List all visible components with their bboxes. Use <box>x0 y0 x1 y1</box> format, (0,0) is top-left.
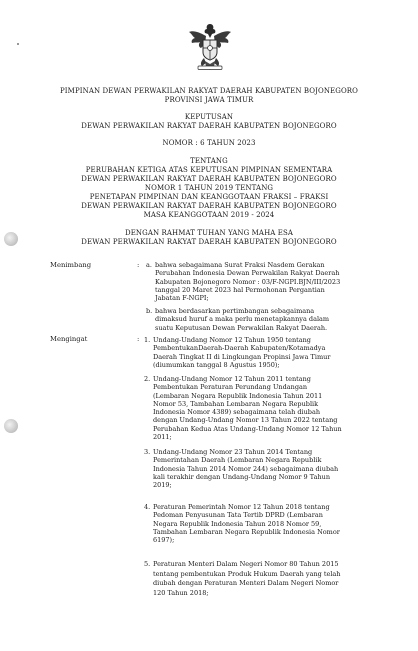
mengingat-item-3: Undang-Undang Nomor 23 Tahun 2014 Tentang Pemerintahan Daerah (Lembaran Negara Republik Indonesia Tahun 2014 Nomor 244) sebagaimana diubah kali terakhir dengan Undang-Undang Nomor 9 Tahun 2019; <box>153 448 339 490</box>
subject-line: NOMOR 1 TAHUN 2019 TENTANG <box>144 184 274 192</box>
issuer-title: DEWAN PERWAKILAN RAKYAT DAERAH KABUPATEN BOJONEGORO <box>81 122 337 130</box>
item-marker: 1. <box>144 336 151 344</box>
mengingat-item-4: Peraturan Pemerintah Nomor 12 Tahun 2018 tentang Pedoman Penyusunan Tata Tertib DPRD (Lembaran Negara Republik Indonesia Tahun 2018 Nomor 59, Tambahan Lembaran Negara Republik Indonesia Nomor 6197); <box>153 503 340 545</box>
institution-line-1: PIMPINAN DEWAN PERWAKILAN RAKYAT DAERAH KABUPATEN BOJONEGORO <box>60 87 358 95</box>
binder-hole <box>4 232 18 246</box>
document-type: KEPUTUSAN <box>184 113 234 121</box>
item-marker: b. <box>146 307 153 315</box>
mengingat-colon: : <box>137 335 140 343</box>
tentang-heading: TENTANG <box>190 157 228 165</box>
decree-number: NOMOR : 6 TAHUN 2023 <box>162 139 256 147</box>
menimbang-colon: : <box>137 261 140 269</box>
item-marker: a. <box>146 261 152 269</box>
scan-speck <box>17 43 19 45</box>
garuda-emblem <box>187 20 233 72</box>
item-marker: 3. <box>144 448 151 456</box>
institution-line-2: PROVINSI JAWA TIMUR <box>164 96 254 104</box>
item-marker: 5. <box>144 560 151 568</box>
subject-line: PENETAPAN PIMPINAN DAN KEANGGOTAAN FRAKSI – FRAKSI <box>89 193 329 201</box>
preamble-line-2: DEWAN PERWAKILAN RAKYAT DAERAH KABUPATEN BOJONEGORO <box>81 238 337 246</box>
binder-hole <box>4 419 18 433</box>
mengingat-item-5: Peraturan Menteri Dalam Negeri Nomor 80 Tahun 2015 tentang pembentukan Produk Hukum Daerah yang telah diubah dengan Peraturan Menteri Dalam Negeri Nomor 120 Tahun 2018; <box>153 560 341 597</box>
preamble-line-1: DENGAN RAHMAT TUHAN YANG MAHA ESA <box>124 229 294 237</box>
subject-line: PERUBAHAN KETIGA ATAS KEPUTUSAN PIMPINAN SEMENTARA <box>85 166 333 174</box>
subject-line: DEWAN PERWAKILAN RAKYAT DAERAH KABUPATEN BOJONEGORO <box>81 175 337 183</box>
menimbang-item-b: bahwa berdasarkan pertimbangan sebagaimana dimaksud huruf a maka perlu menetapkannya dalam suatu Keputusan Dewan Perwakilan Rakyat Daerah. <box>155 307 330 332</box>
item-marker: 4. <box>144 503 151 511</box>
mengingat-item-1: Undang-Undang Nomor 12 Tahun 1950 tentang PembentukanDaerah-Daerah Kabupaten/Kotamadya Daerah Tingkat II di Lingkungan Propinsi Jawa Timur (diumumkan tanggal 8 Agustus 1950); <box>153 336 331 369</box>
menimbang-item-a: bahwa sebagaimana Surat Fraksi Nasdem Gerakan Perubahan Indonesia Dewan Perwakilan Rakyat Daerah Kabupaten Bojonegoro Nomor : 03/F-NGPI.BJN/III/2023 tanggal 20 Maret 2023 hal Permohonan Pergantian Jabatan F-NGPI; <box>155 261 341 303</box>
mengingat-item-2: Undang-Undang Nomor 12 Tahun 2011 tentang Pembentukan Peraturan Perundang Undangan (Lembaran Negara Republik Indonesia Tahun 2011 Nomor 53, Tambahan Lembaran Negara Republik Indonesia Nomor 4389) sebagaimana telah diubah dengan Undang-Undang Nomor 13 Tahun 2022 tentang Perubahan Kedua Atas Undang-Undang Nomor 12 Tahun 2011; <box>153 375 342 442</box>
menimbang-label: Menimbang <box>50 261 92 269</box>
item-marker: 2. <box>144 375 151 383</box>
mengingat-label: Mengingat <box>50 335 88 343</box>
subject-line: MASA KEANGGOTAAN 2019 - 2024 <box>143 211 275 219</box>
subject-line: DEWAN PERWAKILAN RAKYAT DAERAH KABUPATEN BOJONEGORO <box>81 202 337 210</box>
